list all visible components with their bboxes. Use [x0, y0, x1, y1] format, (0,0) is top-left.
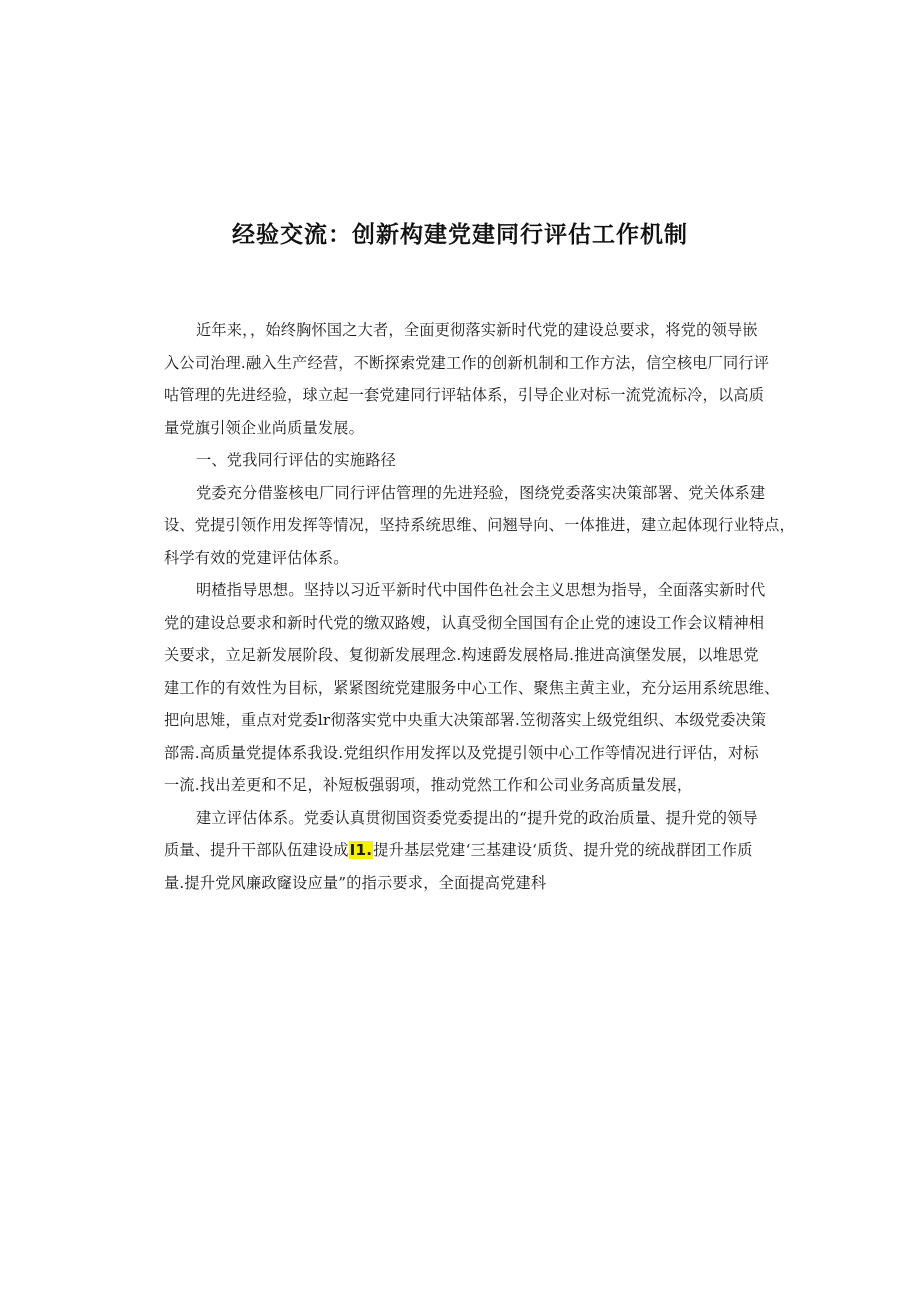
paragraph-line: 科学有效的党建评估体系。	[164, 548, 349, 567]
document-title: 经验交流：创新构建党建同行评估工作机制	[232, 222, 688, 248]
paragraph-line: 入公司治理.融入生产经营，不断探索党建工作的创新机制和工作方法，信空核电厂同行评	[164, 353, 770, 372]
paragraph-line: 党委充分借鉴核电厂同行评估管理的先进羟验，图绕党委落实决策部署、党关体系建	[196, 483, 766, 502]
paragraph-line: 明楂指导思想。坚持以习近平新时代中国件色社会主义思想为指导，全面落实新时代	[196, 581, 766, 599]
paragraph-line	[164, 834, 784, 867]
paragraph-line: 咕管理的先进经验，球立起一套党建同行评轱体系，引导企业对标一流党流标冷，以高质	[164, 386, 765, 404]
paragraph-line: 量党旗引领企业尚质量发展。	[164, 418, 365, 437]
paragraph-line: 建工作的有效性为目标，紧紧图统党建服务中心工作、聚焦主黄主业，充分运用系统思维、	[164, 678, 780, 697]
paragraph-line: 设、党提引领作用发挥等情况，坚持系统思维、问翘导向、一体推进，建立起体现行业特点，	[164, 516, 795, 534]
paragraph-line: 量.提升党风廉政窿设应量”的指示要求，全面提高党建科	[164, 873, 547, 892]
paragraph-line: 部需.高质量党提体系我设.党组织作用发挥以及党提引领中心工作等情况进行评估，对标	[164, 743, 759, 762]
section-heading: 一、党我同行评估的实施路径	[196, 451, 397, 469]
paragraph-line: 关要求，立足新发展阶段、复彻新发展理念.构速爵发展格局.推进高演堡发展，以堆思党	[164, 646, 759, 664]
document-body	[164, 314, 795, 899]
highlighted-text: I1.	[349, 841, 373, 859]
paragraph-line: 一流.找出差更和不足，补短板强弱项，推动党然工作和公司业务高质量发展，	[164, 776, 693, 794]
paragraph-text: 提升基层党建‘三基建设‘质货、提升党的统战群团工作质	[373, 841, 753, 859]
paragraph-line: 把向思雉，重点对党委lr彻落实党中央重大决策部署.笠彻落实上级党组织、本级党委决策	[164, 711, 767, 729]
paragraph-line: 近年来，，始终胸怀国之大者，全面更彻落实新时代党的建设总要求，将党的领导嵌	[196, 321, 758, 339]
paragraph-text: 质量、提升干部队伍建设成	[164, 841, 349, 859]
paragraph-line: 建立评估体系。党委认真贯彻国资委党委提出的“提升党的政治质量、提升党的领导	[196, 808, 758, 827]
paragraph-line: 党的建设总要求和新时代党的缴双路嫂，认真受彻全国国有企止党的速设工作会议精神相	[164, 613, 765, 632]
